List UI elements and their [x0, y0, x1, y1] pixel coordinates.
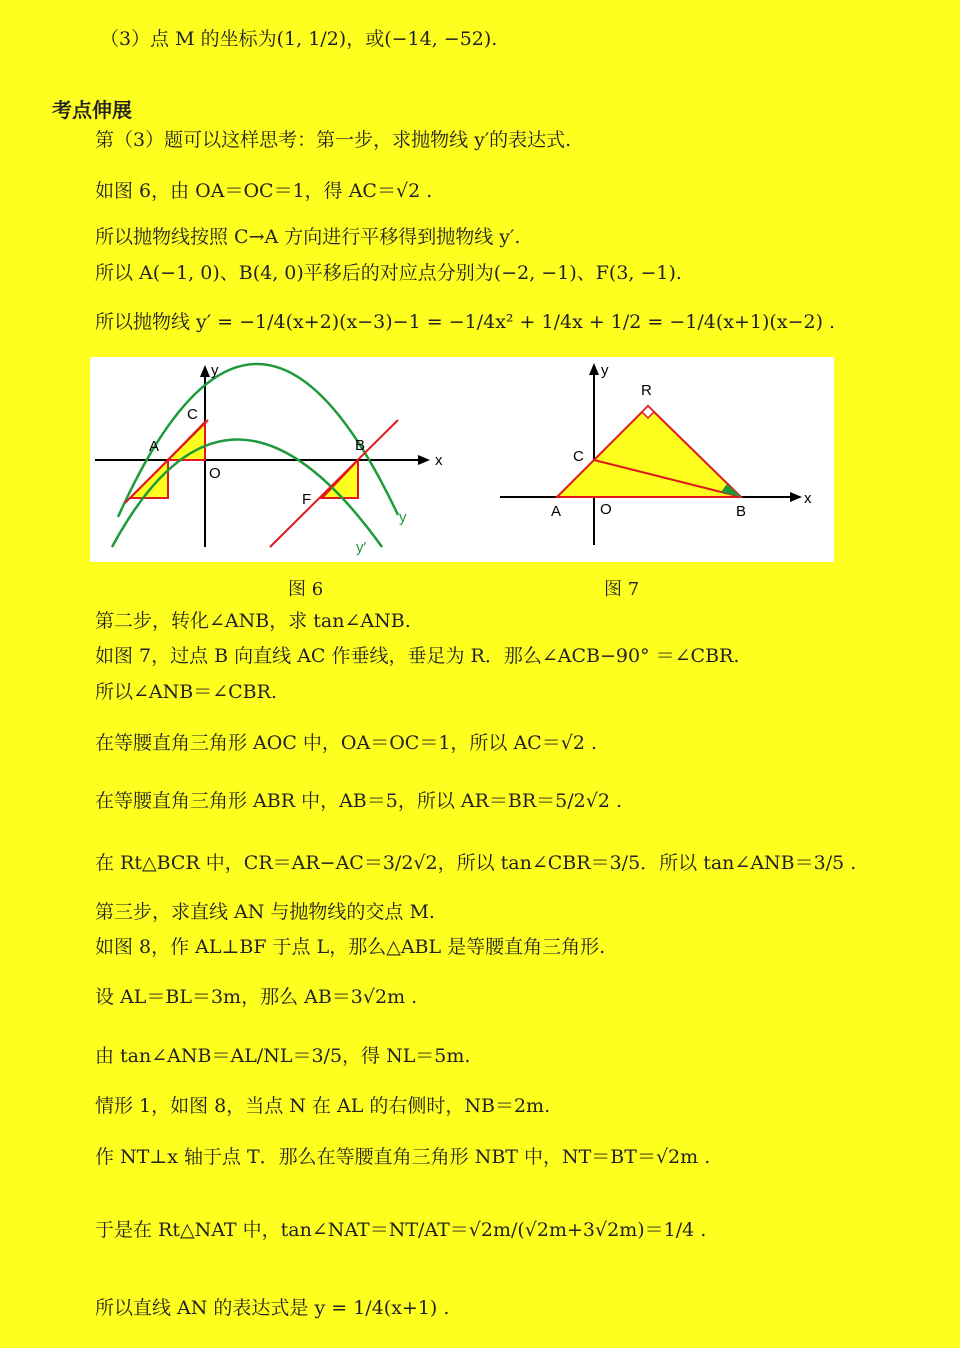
- label-y: y: [399, 509, 407, 526]
- label-x-axis: x: [804, 490, 812, 507]
- caption-figure-6: 图 6: [288, 579, 324, 600]
- label-b: B: [355, 437, 366, 454]
- figure-7: [462, 357, 834, 562]
- text-line: 如图 7，过点 B 向直线 AC 作垂线，垂足为 R．那么∠ACB−90° ＝∠CBR.: [95, 645, 740, 667]
- text-line: 如图 8，作 AL⊥BF 于点 L，那么△ABL 是等腰直角三角形.: [95, 936, 606, 958]
- label-y-axis: y: [211, 362, 219, 379]
- text-line: 第（3）题可以这样思考：第一步，求抛物线 y′的表达式.: [95, 129, 572, 151]
- text-line: 所以抛物线 y′ = −1/4(x+2)(x−3)−1 = −1/4x² + 1/4x + 1/2 = −1/4(x+1)(x−2) .: [95, 311, 836, 333]
- text-line: 由 tan∠ANB＝AL/NL＝3/5，得 NL＝5m.: [95, 1045, 471, 1067]
- label-c: C: [187, 406, 198, 423]
- figure-panel: [90, 357, 834, 562]
- figure-6: [90, 357, 462, 562]
- x-axis-arrow: [418, 455, 430, 465]
- text-line: 作 NT⊥x 轴于点 T．那么在等腰直角三角形 NBT 中，NT＝BT＝√2m .: [95, 1146, 711, 1168]
- caption-figure-7: 图 7: [604, 579, 640, 600]
- label-o: O: [600, 501, 612, 518]
- line-bf: [270, 420, 398, 547]
- text-line: 所以∠ANB＝∠CBR.: [95, 681, 277, 703]
- text-line: 情形 1，如图 8，当点 N 在 AL 的右侧时，NB＝2m.: [95, 1095, 551, 1117]
- text-line: 在 Rt△BCR 中，CR＝AR−AC＝3/2√2，所以 tan∠CBR＝3/5．所以 tan∠ANB＝3/5 .: [95, 852, 857, 874]
- label-a: A: [551, 503, 562, 520]
- text-line: 在等腰直角三角形 ABR 中，AB＝5，所以 AR＝BR＝5/2√2 .: [95, 790, 623, 812]
- label-b: B: [736, 503, 747, 520]
- section-heading: 考点伸展: [52, 98, 132, 122]
- text-line: 在等腰直角三角形 AOC 中，OA＝OC＝1，所以 AC＝√2 .: [95, 732, 597, 754]
- label-o: O: [209, 465, 221, 482]
- label-y-prime: y′: [356, 539, 367, 556]
- label-x-axis: x: [435, 452, 443, 469]
- text-line: 所以抛物线按照 C→A 方向进行平移得到抛物线 y′.: [95, 226, 521, 248]
- label-c: C: [573, 448, 584, 465]
- y-axis-arrow: [200, 365, 210, 377]
- label-a: A: [149, 438, 160, 455]
- text-line: 所以直线 AN 的表达式是 y = 1/4(x+1) .: [95, 1297, 450, 1319]
- label-r: R: [641, 382, 652, 399]
- label-y-axis: y: [601, 362, 609, 379]
- text-line: 如图 6，由 OA＝OC＝1，得 AC＝√2 .: [95, 180, 433, 202]
- x-axis-arrow: [790, 492, 802, 502]
- text-line: 第三步，求直线 AN 与抛物线的交点 M.: [95, 901, 435, 923]
- label-f: F: [302, 491, 312, 508]
- text-line: 设 AL＝BL＝3m，那么 AB＝3√2m .: [95, 986, 418, 1008]
- text-line: 于是在 Rt△NAT 中，tan∠NAT＝NT/AT＝√2m/(√2m+3√2m)＝1/4 .: [95, 1219, 707, 1241]
- text-line: 第二步，转化∠ANB，求 tan∠ANB.: [95, 610, 411, 632]
- triangle-abr: [557, 406, 741, 497]
- y-axis-arrow: [589, 363, 599, 375]
- answer-line-3: （3）点 M 的坐标为(1, 1/2)，或(−14, −52).: [100, 28, 498, 50]
- text-line: 所以 A(−1, 0)、B(4, 0)平移后的对应点分别为(−2, −1)、F(3, −1).: [95, 262, 682, 284]
